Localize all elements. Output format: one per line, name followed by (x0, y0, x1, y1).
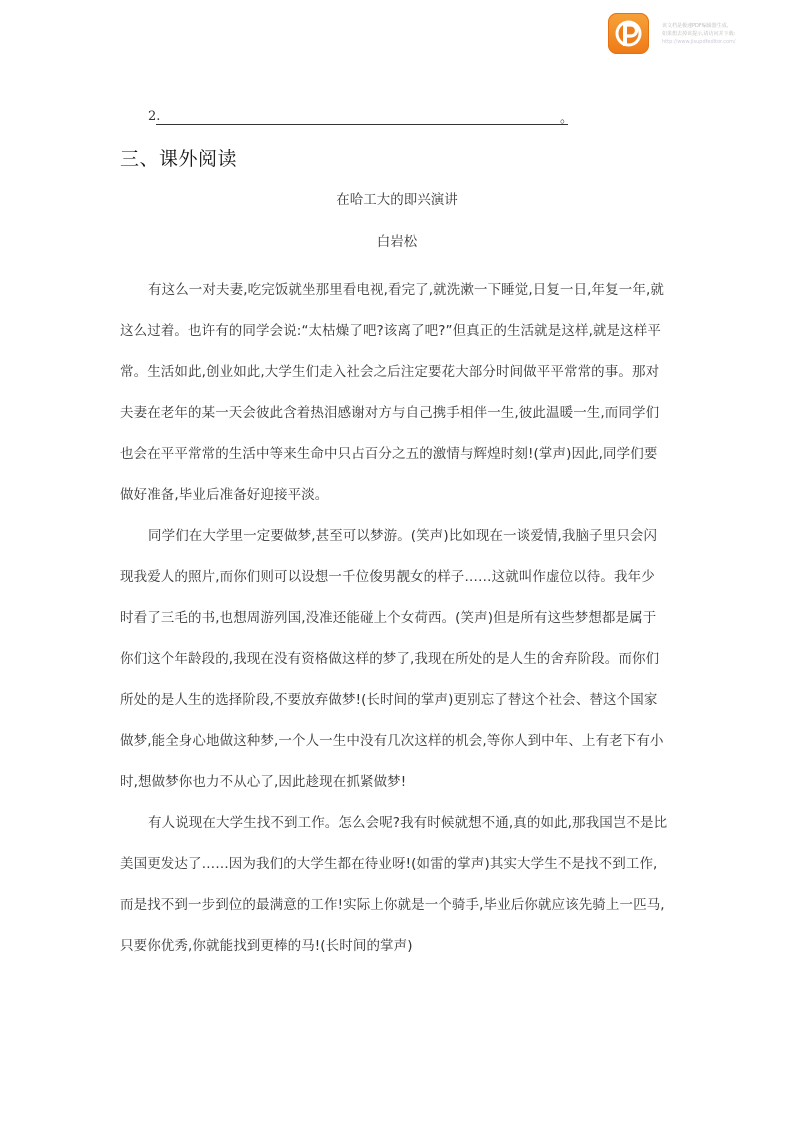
text-line: 做梦,能全身心地做这种梦,一个人一生中没有几次这样的机会,等你人到中年、上有老下有小 (120, 733, 664, 749)
text-line: 时,想做梦你也力不从心了,因此趁现在抓紧做梦! (120, 774, 407, 790)
text-line: 夫妻在老年的某一天会彼此含着热泪感谢对方与自己携手相伴一生,彼此温暖一生,而同学们 (120, 405, 660, 421)
watermark-notice (662, 22, 790, 46)
text-line: 而是找不到一步到位的最满意的工作!实际上你就是一个骑手,毕业后你就应该先骑上一匹马, (120, 897, 665, 913)
watermark-line-2: 如果想去掉该提示,请访问并下载: (662, 31, 736, 37)
text-line: 也会在平平常常的生活中等来生命中只占百分之五的激情与辉煌时刻!(掌声)因此,同学们要 (120, 446, 658, 462)
paragraph-1 (120, 270, 676, 516)
text-line: 做好准备,毕业后准备好迎接平淡。 (120, 487, 329, 503)
text-line: 现我爱人的照片,而你们则可以设想一千位俊男靓女的样子……这就叫作虚位以待。我年少 (120, 569, 655, 585)
article-author: 白岩松 (376, 234, 418, 250)
article-title: 在哈工大的即兴演讲 (336, 192, 458, 208)
watermark-url: http://www.jisupdfeditor.com/ (662, 39, 736, 45)
text-line: 同学们在大学里一定要做梦,甚至可以梦游。(笑声)比如现在一谈爱情,我脑子里只会闪 (148, 528, 658, 544)
answer-end-mark: 。 (560, 111, 574, 126)
answer-line-2 (148, 108, 578, 128)
text-line: 常。生活如此,创业如此,大学生们走入社会之后注定要花大部分时间做平平常常的事。那对 (120, 364, 660, 380)
article-body (120, 270, 676, 967)
text-line: 有人说现在大学生找不到工作。怎么会呢?我有时候就想不通,真的如此,那我国岂不是比 (148, 815, 668, 831)
answer-blank (156, 124, 568, 125)
text-line: 只要你优秀,你就能找到更棒的马!(长时间的掌声) (120, 938, 413, 954)
text-line: 你们这个年龄段的,我现在没有资格做这样的梦了,我现在所处的是人生的舍弃阶段。而你们 (120, 651, 660, 667)
pdf-editor-logo (608, 13, 649, 54)
text-line: 所处的是人生的选择阶段,不要放弃做梦!(长时间的掌声)更别忘了替这个社会、替这个国家 (120, 692, 658, 708)
watermark-line-1: 该文档是极速PDF编辑器生成, (662, 23, 729, 29)
text-line: 这么过着。也许有的同学会说:“太枯燥了吧?该离了吧?”但真正的生活就是这样,就是这样平 (120, 323, 661, 339)
section-heading: 三、课外阅读 (120, 148, 238, 170)
paragraph-3 (120, 803, 676, 967)
text-line: 美国更发达了……因为我们的大学生都在待业呀!(如雷的掌声)其实大学生不是找不到工作, (120, 856, 658, 872)
paragraph-2 (120, 516, 676, 803)
text-line: 有这么一对夫妻,吃完饭就坐那里看电视,看完了,就洗漱一下睡觉,日复一日,年复一年,就 (148, 282, 664, 298)
question-number: 2. (148, 109, 161, 124)
text-line: 时看了三毛的书,也想周游列国,没准还能碰上个女荷西。(笑声)但是所有这些梦想都是属于 (120, 610, 657, 626)
